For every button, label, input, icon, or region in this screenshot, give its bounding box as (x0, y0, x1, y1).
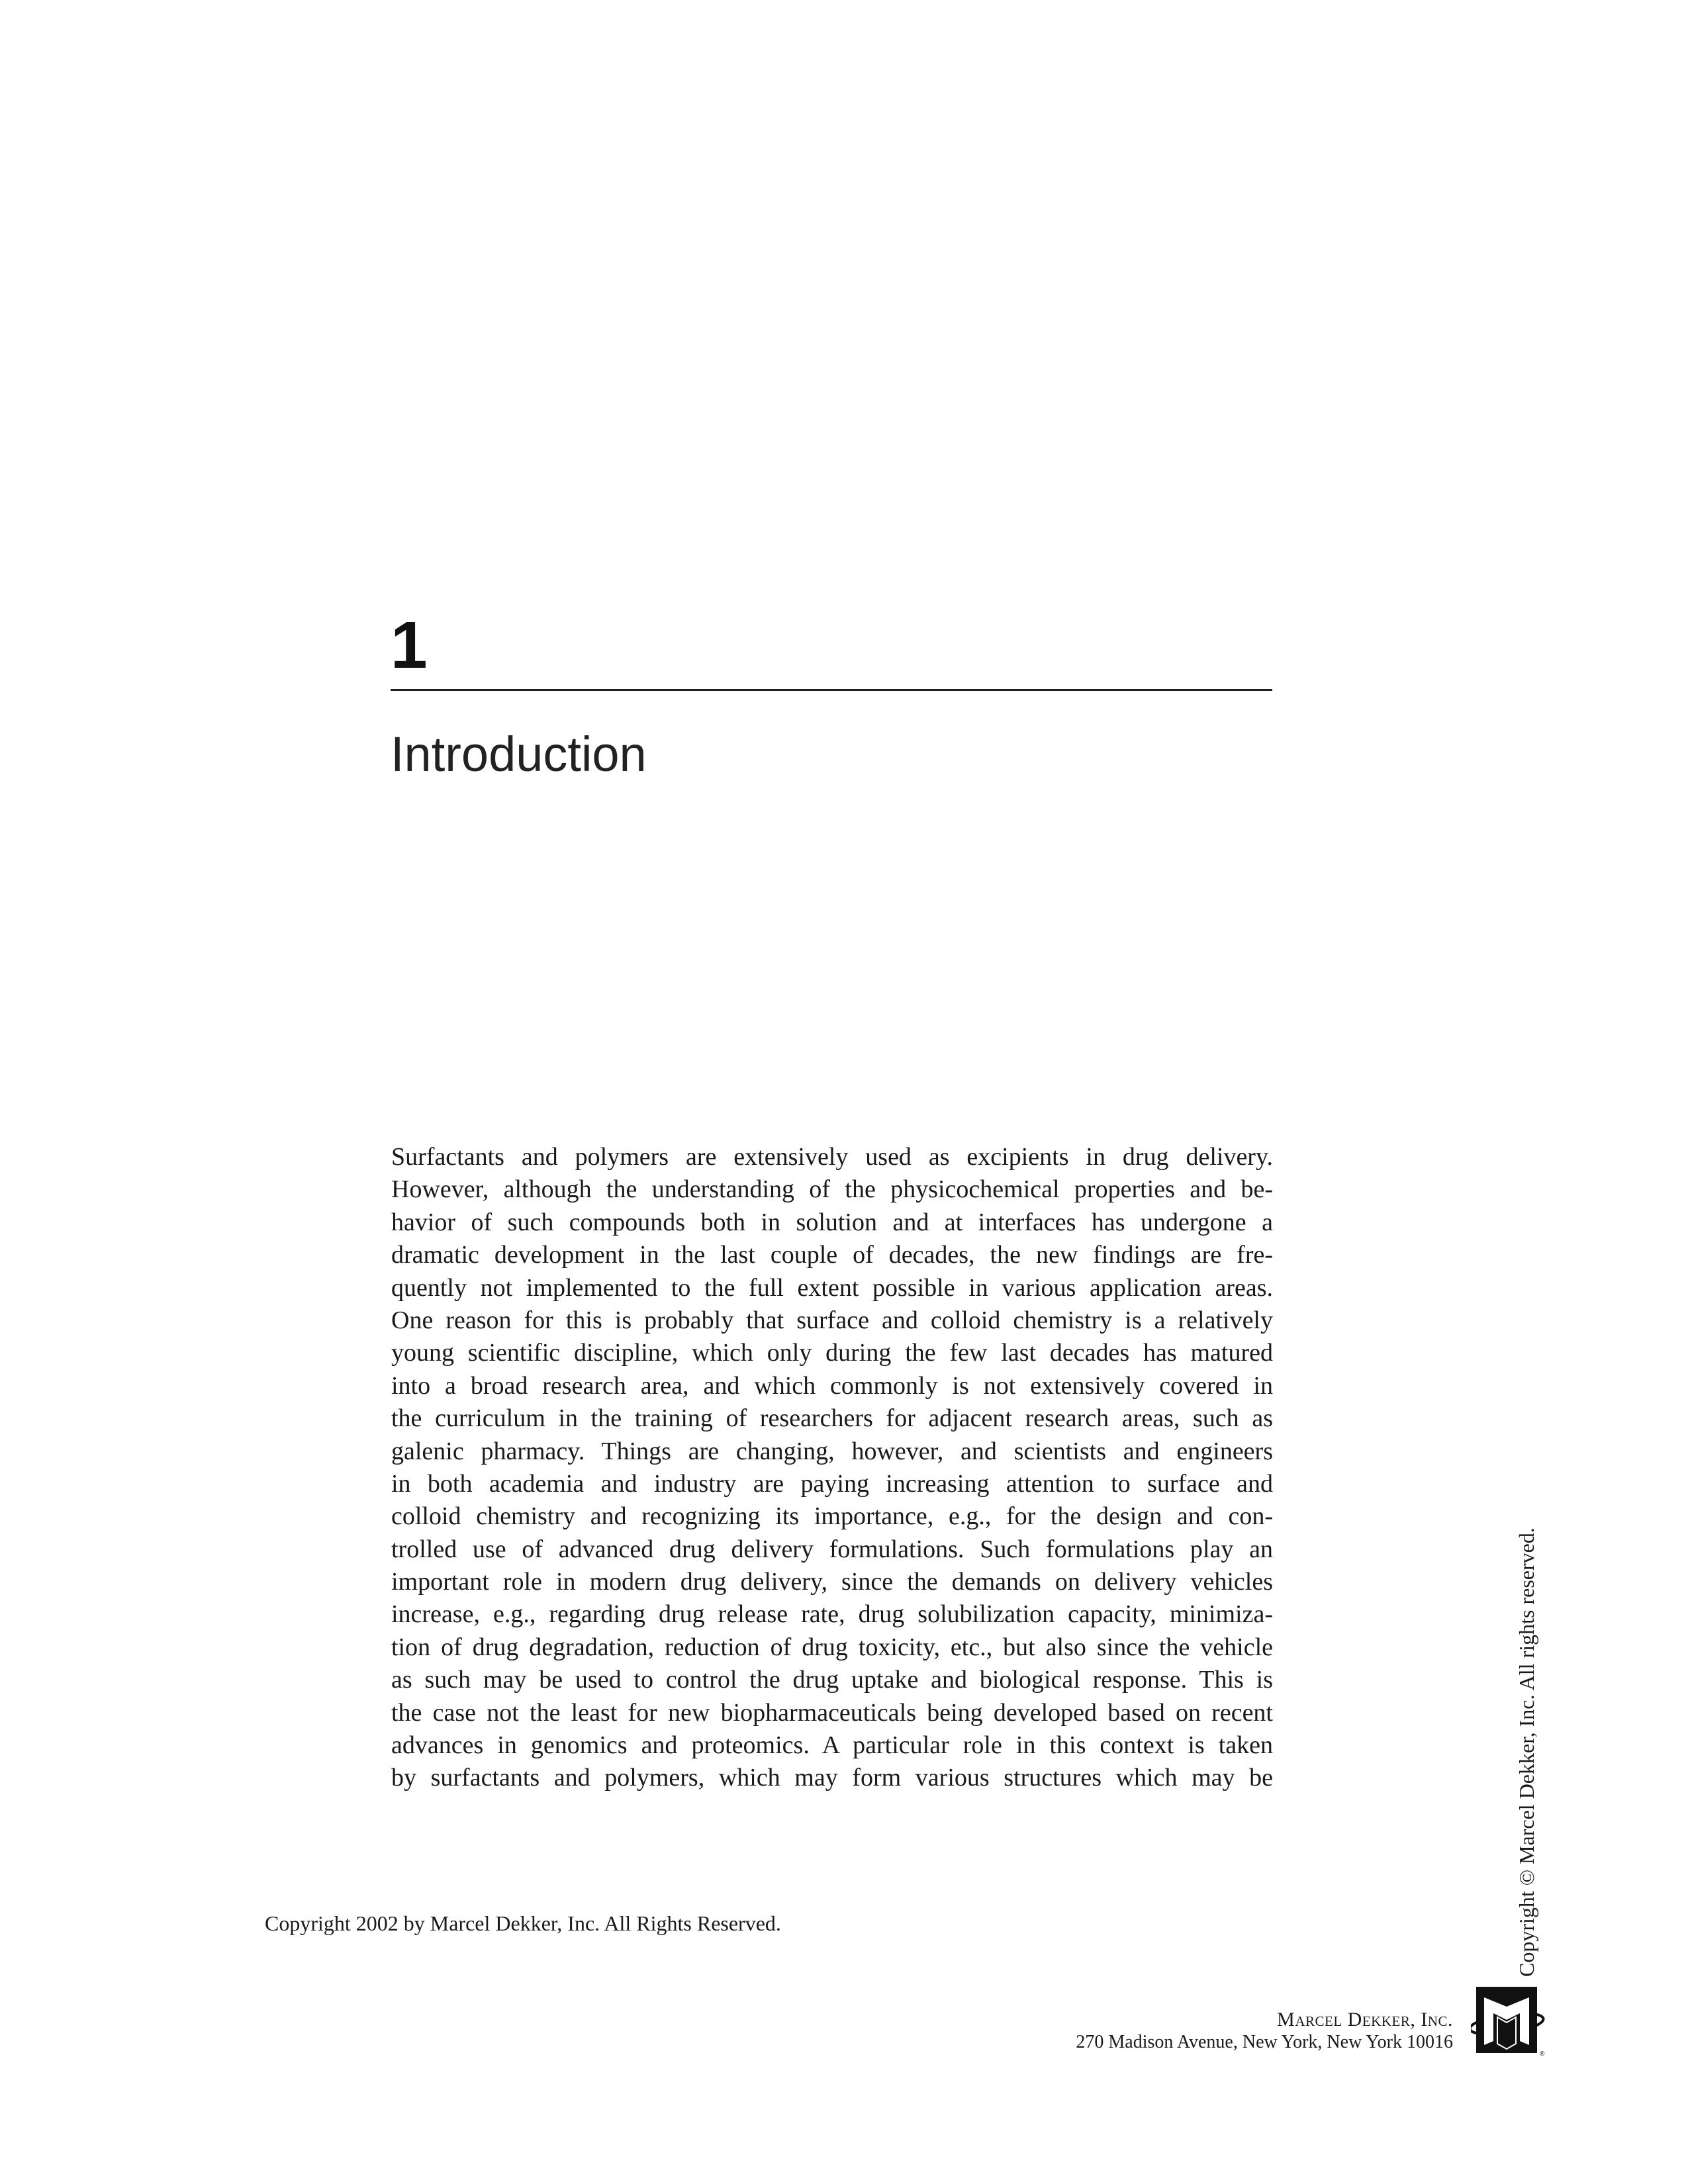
text-line: advances in genomics and proteomics. A particular role in this context is taken (391, 1731, 1273, 1760)
text-line: dramatic development in the last couple of decades, the new findings are fre- (391, 1241, 1273, 1269)
text-line: galenic pharmacy. Things are changing, however, and scientists and engineers (391, 1437, 1273, 1465)
text-line: Surfactants and polymers are extensively used as excipients in drug delivery. (391, 1143, 1273, 1171)
text-line: colloid chemistry and recognizing its importance, e.g., for the design and con- (391, 1502, 1273, 1531)
text-line: as such may be used to control the drug uptake and biological response. This is (391, 1666, 1273, 1694)
text-line: havior of such compounds both in solution and at interfaces has undergone a (391, 1208, 1273, 1236)
text-line: However, although the understanding of the physicochemical properties and be- (391, 1175, 1273, 1204)
text-line: in both academia and industry are paying increasing attention to surface and (391, 1469, 1273, 1498)
svg-text:®: ® (1540, 2050, 1545, 2057)
text-line: by surfactants and polymers, which may form various structures which may be (391, 1764, 1273, 1792)
text-line: into a broad research area, and which commonly is not extensively covered in (391, 1371, 1273, 1400)
text-line: increase, e.g., regarding drug release rate, drug solubilization capacity, minimiza- (391, 1600, 1273, 1629)
publisher-address: 270 Madison Avenue, New York, New York 10016 (1076, 2032, 1453, 2052)
text-line: the curriculum in the training of researchers for adjacent research areas, such as (391, 1404, 1273, 1433)
text-line: trolled use of advanced drug delivery formulations. Such formulations play an (391, 1535, 1273, 1563)
side-copyright-notice: Copyright © Marcel Dekker, Inc. All rights reserved. (1515, 1527, 1538, 1977)
copyright-notice: Copyright 2002 by Marcel Dekker, Inc. All Rights Reserved. (265, 1911, 781, 1935)
chapter-divider (391, 689, 1272, 691)
text-line: young scientific discipline, which only during the few last decades has matured (391, 1339, 1273, 1367)
body-paragraph (391, 1141, 1273, 1795)
chapter-title: Introduction (391, 727, 647, 782)
chapter-number: 1 (391, 608, 428, 682)
publisher-block (1076, 2009, 1453, 2054)
marcel-dekker-logo-icon (1471, 1984, 1549, 2057)
text-line: important role in modern drug delivery, since the demands on delivery vehicles (391, 1568, 1273, 1596)
text-line: tion of drug degradation, reduction of drug toxicity, etc., but also since the vehicle (391, 1633, 1273, 1661)
text-line: the case not the least for new biopharmaceuticals being developed based on recent (391, 1698, 1273, 1727)
text-line: One reason for this is probably that surface and colloid chemistry is a relatively (391, 1306, 1273, 1334)
publisher-name: Marcel Dekker, Inc. (1277, 2009, 1453, 2030)
text-line: quently not implemented to the full extent possible in various application areas. (391, 1273, 1273, 1302)
